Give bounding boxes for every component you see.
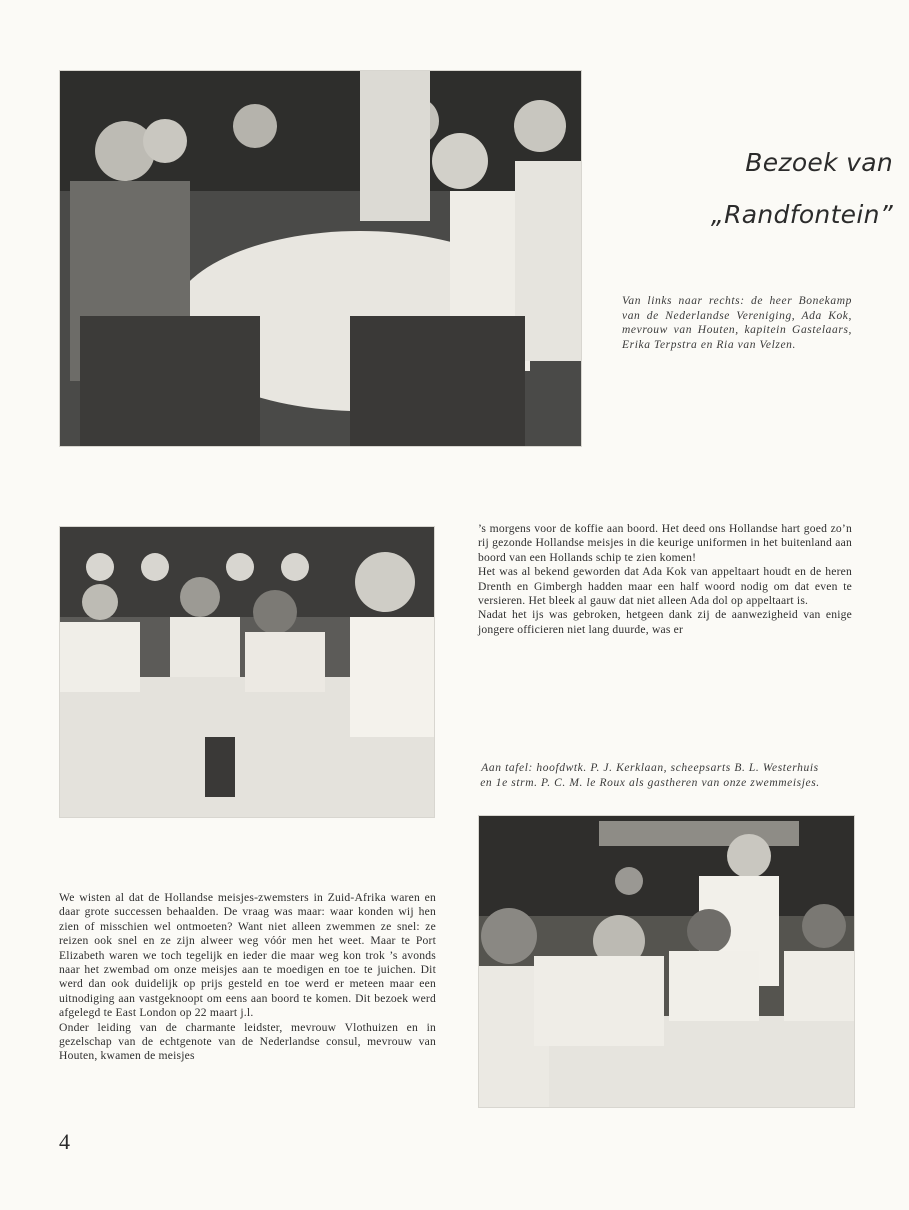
page-number: 4 bbox=[59, 1129, 70, 1154]
dining-with-steward-photo bbox=[478, 815, 855, 1108]
body-left-paragraph: We wisten al dat de Hollandse meisjes-zwemsters in Zuid-Afrika waren en daar grote successen behaalden. De vraag was maar: waar konden wij hen zien of misschien wel ontmoeten? Want niet alleen zwemmen ze snel: ze reizen ook snel en ze zijn alweer weg vóór men het weet. Maar te Port Elizabeth waren we toch tegelijk en ieder die maar weg kon trok ’s avonds naar het zwembad om onze meisjes aan te moedigen en toe te juichen. Dit werd dan ook duidelijk op prijs gesteld en toe werd er meteen maar een uitnodiging aan vastgeknoopt om eens aan boord te komen. Dit bezoek werd afgelegd te East London op 22 maart j.l. bbox=[59, 891, 436, 1020]
group-photo-dining-table bbox=[59, 70, 582, 447]
article-title-line-2: „Randfontein” bbox=[710, 200, 893, 229]
caption-middle-line-1: Aan tafel: hoofdwtk. P. J. Kerklaan, scheepsarts B. L. Westerhuis bbox=[481, 762, 819, 774]
article-body-left-column bbox=[59, 891, 436, 1064]
body-right-paragraph: ’s morgens voor de koffie aan boord. Het deed ons Hollandse hart goed zo’n rij gezonde Hollandse meisjes in die keurige uniformen in het buitenland aan boord van een Hollands schip te zien komen! bbox=[478, 522, 852, 564]
body-left-paragraph: Onder leiding van de charmante leidster, mevrouw Vlothuizen en in gezelschap van de echtgenote van de Nederlandse consul, mevrouw van Houten, kwamen de meisjes bbox=[59, 1020, 436, 1063]
photo-caption-middle bbox=[440, 761, 860, 790]
article-body-right-column bbox=[478, 522, 852, 637]
officers-at-table-photo bbox=[59, 526, 435, 818]
article-title-line-1: Bezoek van bbox=[745, 148, 893, 177]
photo-caption-top: Van links naar rechts: de heer Bonekamp van de Nederlandse Vereniging, Ada Kok, mevrouw van Houten, kapitein Gastelaars, Erika Terpstra en Ria van Velzen. bbox=[622, 295, 852, 351]
body-right-paragraph: Nadat het ijs was gebroken, hetgeen dank zij de aanwezigheid van enige jongere officieren niet lang duurde, was er bbox=[478, 608, 852, 636]
body-right-paragraph: Het was al bekend geworden dat Ada Kok van appeltaart houdt en de heren Drenth en Gimbergh hadden maar een half woord nodig om dat even te versieren. Het bleek al gauw dat niet alleen Ada dol op appeltaart is. bbox=[478, 565, 852, 608]
caption-middle-line-2: en 1e strm. P. C. M. le Roux als gastheren van onze zwemmeisjes. bbox=[480, 776, 820, 789]
